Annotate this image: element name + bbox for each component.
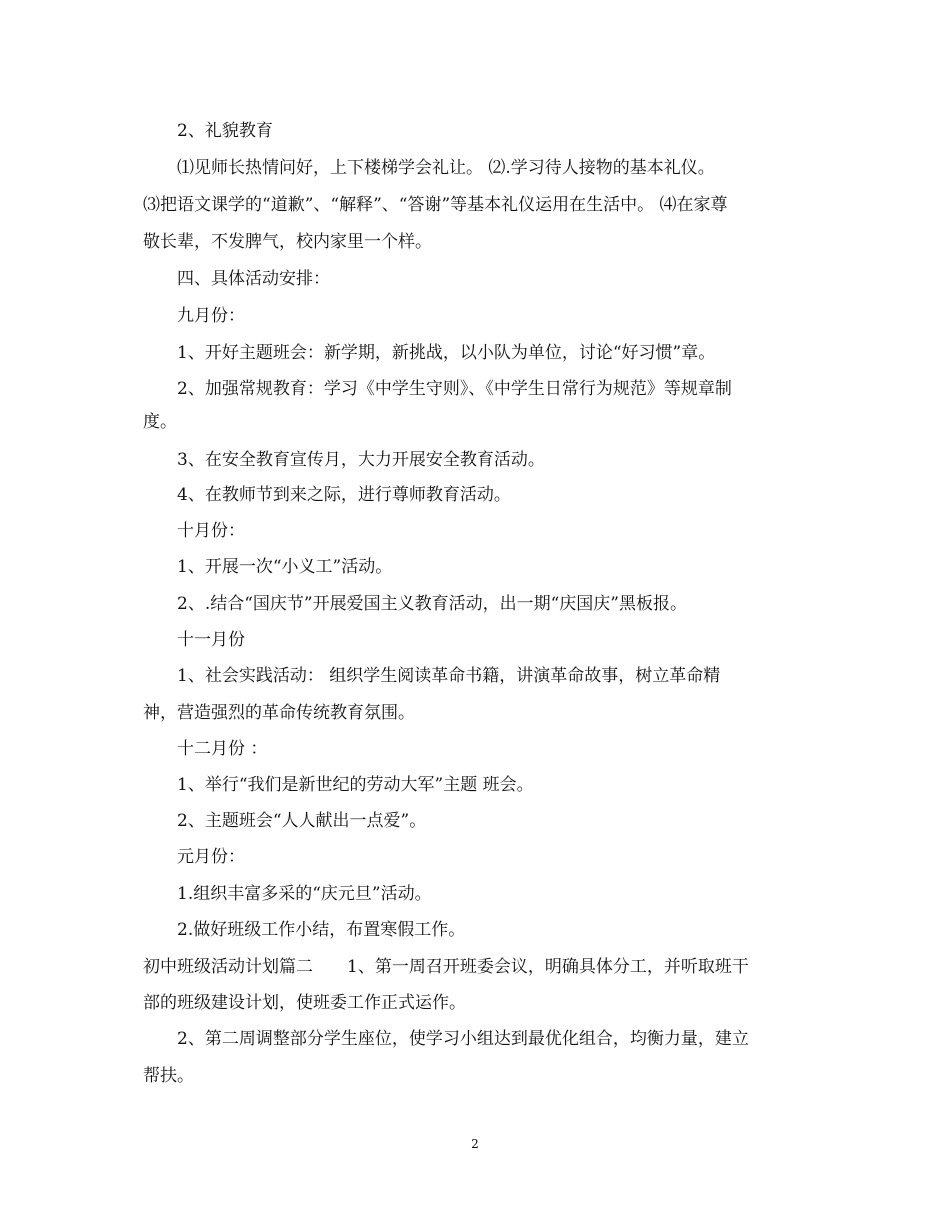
text-line: 1、举行“我们是新世纪的劳动大军”主题 班会。 xyxy=(177,775,534,795)
text-line: 1、社会实践活动： 组织学生阅读革命书籍，讲演革命故事，树立革命精 xyxy=(177,666,721,686)
text-line: 初中班级活动计划篇二 1、第一周召开班委会议，明确具体分工，并听取班干 xyxy=(143,957,749,977)
month-heading: 十二月份 ： xyxy=(177,739,268,759)
month-heading: 十一月份 xyxy=(177,630,245,650)
text-line: 2、第二周调整部分学生座位，使学习小组达到最优化组合，均衡力量，建立 xyxy=(177,1029,749,1049)
text-line: 1、开展一次“小义工”活动。 xyxy=(177,557,393,577)
text-line: 4、在教师节到来之际，进行尊师教育活动。 xyxy=(177,485,511,505)
month-heading: 九月份： xyxy=(177,306,245,326)
section-heading: 四、具体活动安排： xyxy=(177,269,330,289)
text-line: 2、加强常规教育：学习《中学生守则》、《中学生日常行为规范》等规章制 xyxy=(177,379,732,399)
text-line: 2.做好班级工作小结，布置寒假工作。 xyxy=(177,920,466,940)
text-line: 2、主题班会“人人献出一点爱”。 xyxy=(177,811,427,831)
text-line: 敬长辈，不发脾气，校内家里一个样。 xyxy=(143,232,432,252)
text-line: 神，营造强烈的革命传统教育氛围。 xyxy=(143,703,415,723)
text-line: 1、开好主题班会：新学期，新挑战，以小队为单位，讨论“好习惯”章。 xyxy=(177,343,716,363)
text-line: 1.组织丰富多采的“庆元旦”活动。 xyxy=(177,884,432,904)
text-line: ⑴见师长热情问好，上下楼梯学会礼让。 ⑵.学习待人接物的基本礼仪。 xyxy=(177,158,715,178)
month-heading: 十月份： xyxy=(177,521,245,541)
text-line: 部的班级建设计划，使班委工作正式运作。 xyxy=(143,993,466,1013)
text-line: 度。 xyxy=(143,412,177,432)
page-number: 2 xyxy=(471,1137,479,1151)
text-line: ⑶把语文课学的“道歉”、“解释”、“答谢”等基本礼仪运用在生活中。 ⑷在家尊 xyxy=(143,195,728,215)
text-line: 3、在安全教育宣传月，大力开展安全教育活动。 xyxy=(177,450,545,470)
text-line: 2、礼貌教育 xyxy=(177,121,273,141)
text-line: 帮扶。 xyxy=(143,1066,194,1086)
text-line: 2、.结合“国庆节”开展爱国主义教育活动，出一期“庆国庆”黑板报。 xyxy=(177,594,687,614)
month-heading: 元月份： xyxy=(177,847,245,867)
